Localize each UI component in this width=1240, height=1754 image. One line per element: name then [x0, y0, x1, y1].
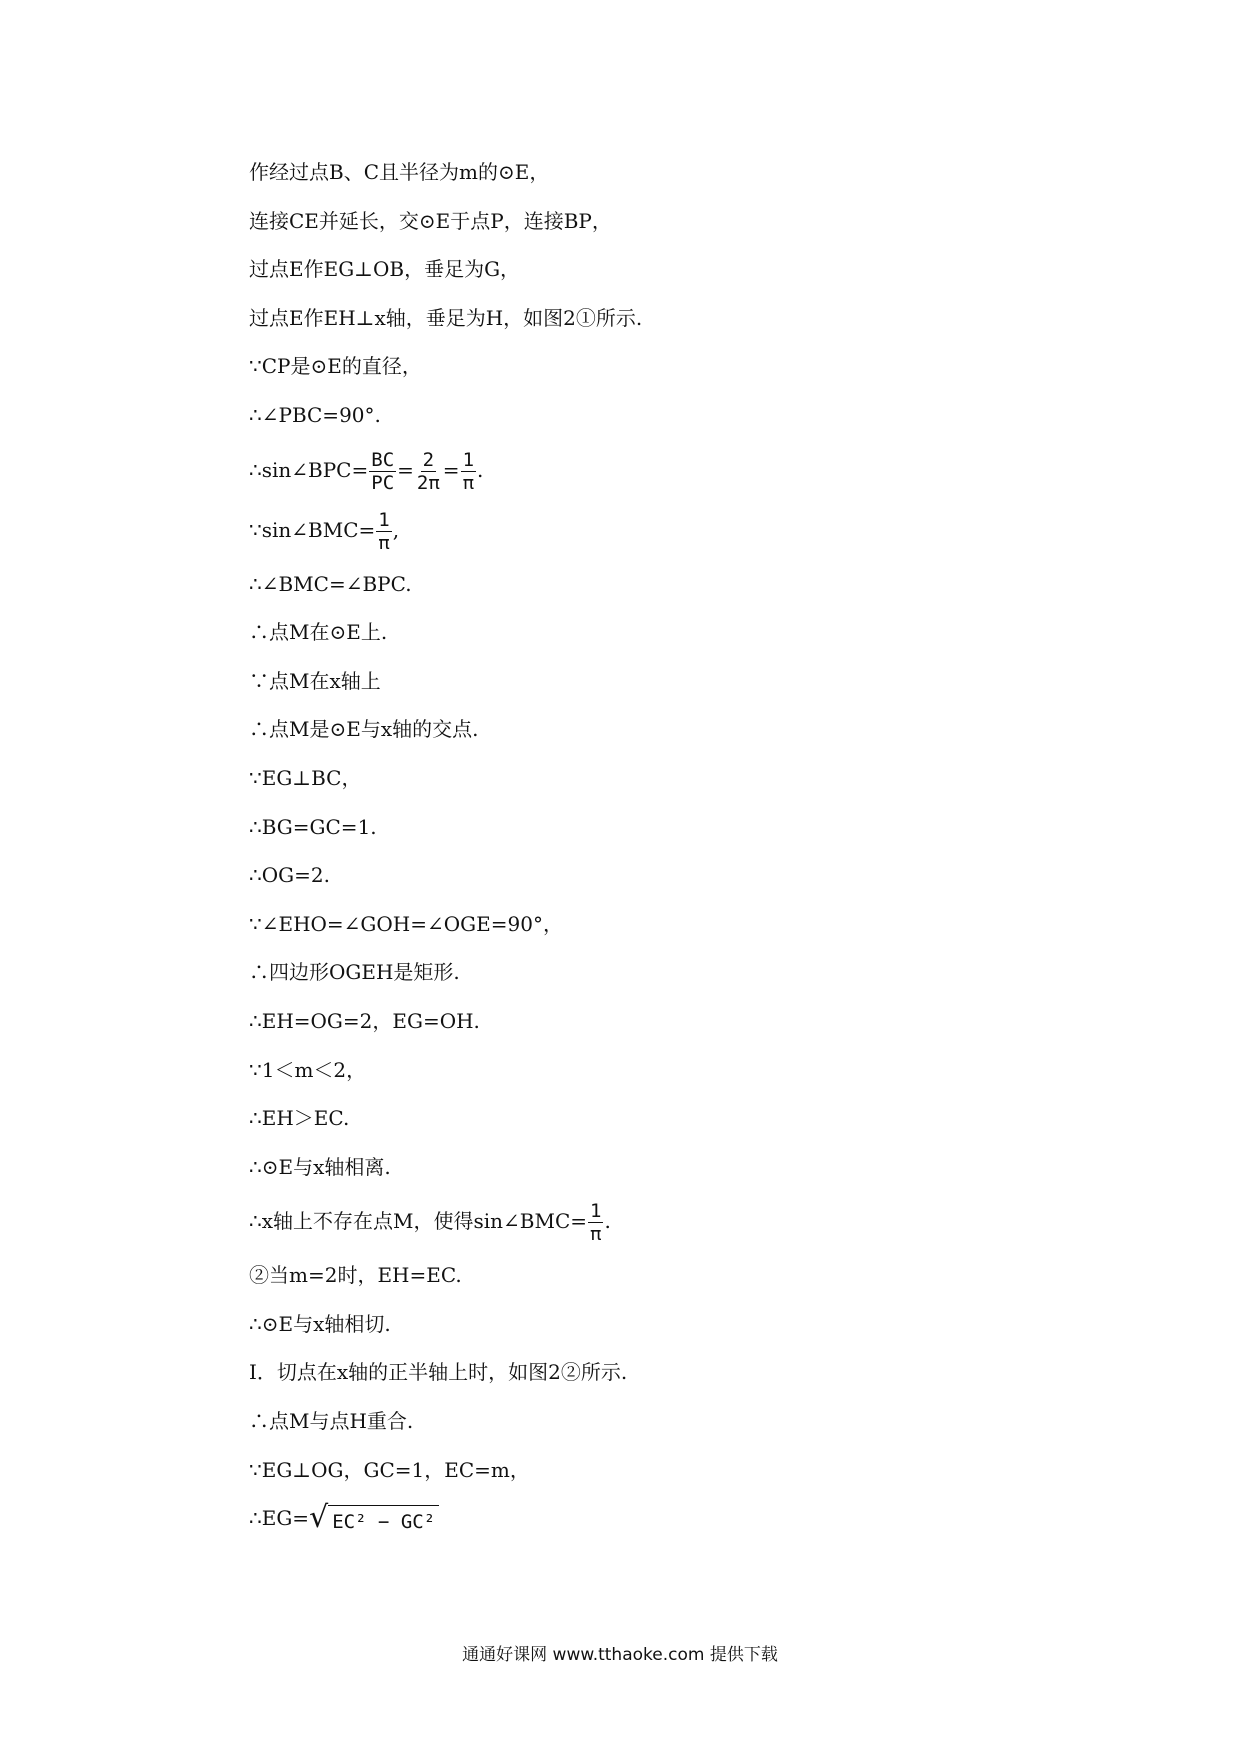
sin-bpc-line	[249, 440, 1049, 500]
period: .	[477, 457, 484, 482]
text-line: ∴点M在⊙E上.	[249, 620, 388, 645]
solution-text	[249, 148, 1049, 1558]
text-line: ∴点M是⊙E与x轴的交点.	[249, 717, 479, 742]
text-line: ∴∠BMC=∠BPC.	[249, 571, 412, 596]
text-line: 连接CE并延长，交⊙E于点P，连接BP，	[249, 208, 612, 233]
text-line: ∴EH=OG=2，EG=OH.	[249, 1008, 480, 1033]
text-line: ∵∠EHO=∠GOH=∠OGE=90°，	[249, 911, 563, 936]
eg-sqrt-line	[249, 1494, 1049, 1558]
fraction-denominator: π	[590, 1223, 602, 1246]
text-line: ∴EH＞EC.	[249, 1106, 350, 1131]
text-line: 过点E作EH⊥x轴，垂足为H，如图2①所示.	[249, 305, 643, 330]
text-line: ∴⊙E与x轴相切.	[249, 1311, 391, 1336]
comma: ,	[392, 517, 400, 542]
text-line: ∴∠PBC=90°.	[249, 402, 381, 427]
text-line: ∴⊙E与x轴相离.	[249, 1154, 391, 1179]
page-footer: 通通好课网 www.tthaoke.com 提供下载	[462, 1645, 778, 1665]
text-line: ∵EG⊥OG，GC=1，EC=m，	[249, 1457, 530, 1482]
fraction-denominator: 2π	[416, 471, 440, 494]
fraction-numerator: 2	[422, 448, 435, 471]
equals-sign: =	[397, 457, 414, 482]
text-line: ∵CP是⊙E的直径，	[249, 354, 422, 379]
no-point-m-line	[249, 1191, 1049, 1251]
text-line: ∴点M与点H重合.	[249, 1409, 414, 1434]
fraction-denominator: π	[462, 471, 475, 494]
radical-sign-icon: √	[309, 1500, 329, 1536]
fraction-numerator: 1	[462, 448, 475, 471]
eg-prefix: ∴EG=	[249, 1506, 310, 1531]
text-line: ∴BG=GC=1.	[249, 814, 377, 839]
text-line: ∵点M在x轴上	[249, 668, 381, 693]
text-line: ∴四边形OGEH是矩形.	[249, 960, 460, 985]
fraction-bc-pc	[369, 449, 396, 494]
fraction-numerator: BC	[371, 448, 395, 471]
text-line: ②当m=2时，EH=EC.	[249, 1263, 462, 1288]
text-line: ∵EG⊥BC，	[249, 765, 362, 790]
text-line: 作经过点B、C且半径为m的⊙E，	[249, 160, 550, 184]
fraction-1-pi	[376, 509, 391, 554]
fraction-1-pi	[588, 1200, 603, 1245]
fraction-numerator: 1	[590, 1200, 602, 1223]
radicand: EC² − GC²	[328, 1505, 439, 1538]
no-point-m-prefix: ∴x轴上不存在点M，使得sin∠BMC=	[249, 1209, 588, 1234]
text-line: ∵1＜m＜2，	[249, 1057, 367, 1082]
text-line: 过点E作EG⊥OB，垂足为G，	[249, 257, 521, 282]
fraction-numerator: 1	[378, 508, 390, 531]
square-root	[309, 1501, 439, 1538]
period: .	[604, 1209, 611, 1234]
fraction-denominator: π	[378, 531, 390, 554]
sin-bmc-prefix: ∵sin∠BMC=	[249, 517, 376, 542]
equals-sign: =	[442, 457, 460, 482]
fraction-2-2pi	[415, 449, 442, 494]
text-line: ∴OG=2.	[249, 863, 330, 888]
text-line: Ⅰ．切点在x轴的正半轴上时，如图2②所示.	[249, 1360, 628, 1385]
sin-bmc-line	[249, 500, 1049, 560]
fraction-1-pi	[461, 449, 476, 494]
fraction-denominator: PC	[371, 471, 395, 494]
sin-bpc-prefix: ∴sin∠BPC=	[249, 457, 369, 482]
